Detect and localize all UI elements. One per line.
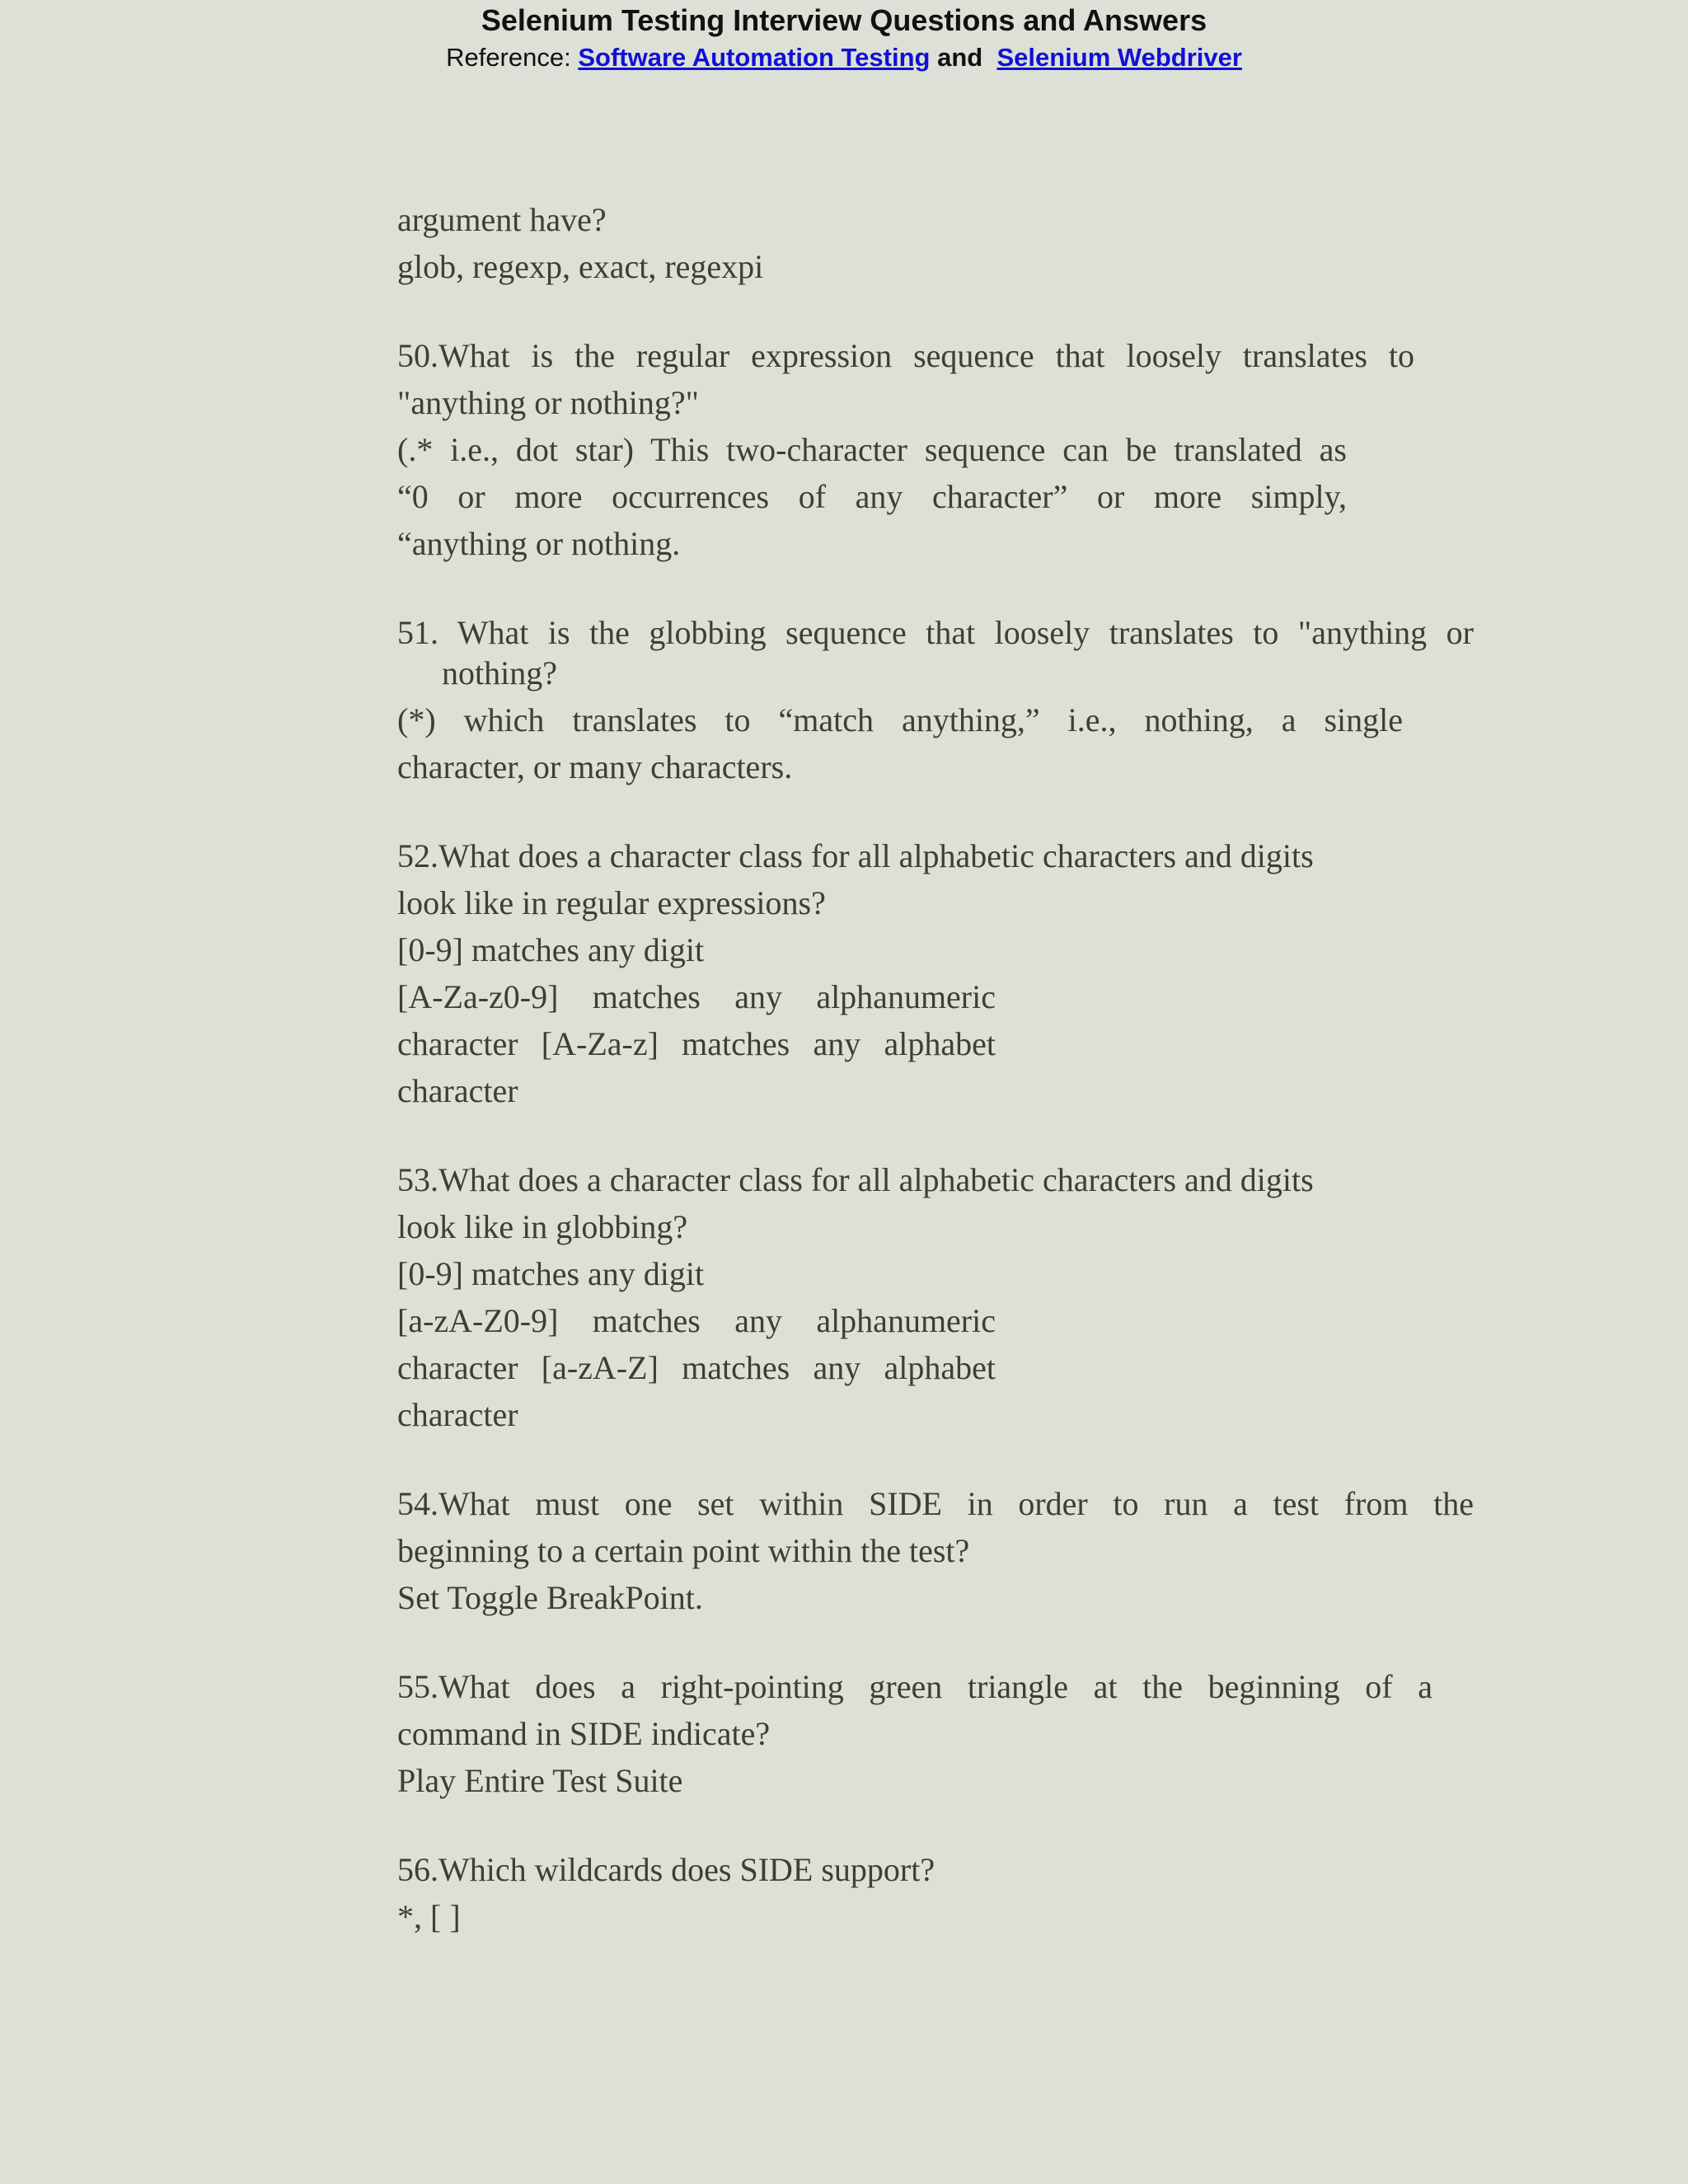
question-block-54 bbox=[397, 1480, 1474, 1621]
answer-line: character, or many characters. bbox=[397, 748, 793, 785]
answer-line: character [a-zA-Z] matches any alphabet bbox=[397, 1349, 996, 1386]
question-text: 53.What does a character class for all alphabetic characters and digits bbox=[397, 1161, 1314, 1198]
question-number: 54. bbox=[397, 1485, 438, 1522]
answer-line: character bbox=[397, 1396, 518, 1433]
reference-line bbox=[0, 43, 1688, 73]
answer-line: [a-zA-Z0-9] matches any alphanumeric bbox=[397, 1302, 996, 1339]
answer-line: “0 or more occurrences of any character” or more simply, bbox=[397, 478, 1347, 515]
answer-line: *, [ ] bbox=[397, 1898, 461, 1935]
question-text-continued: look like in globbing? bbox=[397, 1208, 688, 1245]
question-block-51 bbox=[397, 609, 1474, 790]
question-text: 55.What does a right-pointing green triangle at the beginning of a bbox=[397, 1668, 1432, 1705]
question-text: 54.What must one set within SIDE in order to run a test from the bbox=[397, 1485, 1474, 1522]
question-number: 55. bbox=[397, 1668, 438, 1705]
question-block-53 bbox=[397, 1156, 1474, 1438]
document-title: Selenium Testing Interview Questions and Answers bbox=[481, 3, 1207, 37]
answer-line: (.* i.e., dot star) This two-character sequence can be translated as bbox=[397, 431, 1347, 468]
answer-line: “anything or nothing. bbox=[397, 525, 681, 562]
carryover-answer: glob, regexp, exact, regexpi bbox=[397, 248, 764, 285]
question-block-52 bbox=[397, 832, 1474, 1114]
answer-line: [A-Za-z0-9] matches any alphanumeric bbox=[397, 978, 996, 1015]
link-software-automation-testing[interactable]: Software Automation Testing bbox=[578, 43, 931, 72]
question-number: 51. bbox=[397, 614, 438, 651]
question-text: 56.Which wildcards does SIDE support? bbox=[397, 1851, 935, 1888]
link-selenium-webdriver[interactable]: Selenium Webdriver bbox=[996, 43, 1242, 72]
question-text: 52.What does a character class for all alphabetic characters and digits bbox=[397, 837, 1314, 874]
question-block-55 bbox=[397, 1663, 1432, 1804]
question-number: 53. bbox=[397, 1161, 438, 1198]
question-number: 56. bbox=[397, 1851, 438, 1888]
answer-line: [0-9] matches any digit bbox=[397, 931, 705, 968]
answer-line: character bbox=[397, 1072, 518, 1109]
reference-label: Reference: bbox=[446, 43, 579, 72]
and-text: and bbox=[937, 43, 983, 72]
document-body bbox=[397, 196, 1474, 1940]
question-text-continued: look like in regular expressions? bbox=[397, 884, 826, 921]
question-text-continued: "anything or nothing?" bbox=[397, 384, 699, 421]
question-block-56 bbox=[397, 1846, 1474, 1940]
answer-line: [0-9] matches any digit bbox=[397, 1255, 705, 1292]
question-number: 50. bbox=[397, 337, 438, 374]
question-text: 51. What is the globbing sequence that loosely translates to "anything or bbox=[397, 614, 1474, 651]
question-text: 50.What is the regular expression sequence that loosely translates to bbox=[397, 332, 1414, 379]
answer-line: Set Toggle BreakPoint. bbox=[397, 1579, 703, 1616]
carryover-question-tail: argument have? bbox=[397, 201, 607, 238]
question-number: 52. bbox=[397, 837, 438, 874]
answer-line: Play Entire Test Suite bbox=[397, 1762, 683, 1799]
question-block-50 bbox=[397, 332, 1414, 567]
question-text-continued: nothing? bbox=[442, 654, 557, 691]
question-text-continued: command in SIDE indicate? bbox=[397, 1715, 771, 1752]
answer-line: (*) which translates to “match anything,” i.e., nothing, a single bbox=[397, 701, 1403, 738]
answer-line: character [A-Za-z] matches any alphabet bbox=[397, 1025, 996, 1062]
question-text-continued: beginning to a certain point within the test? bbox=[397, 1532, 970, 1569]
